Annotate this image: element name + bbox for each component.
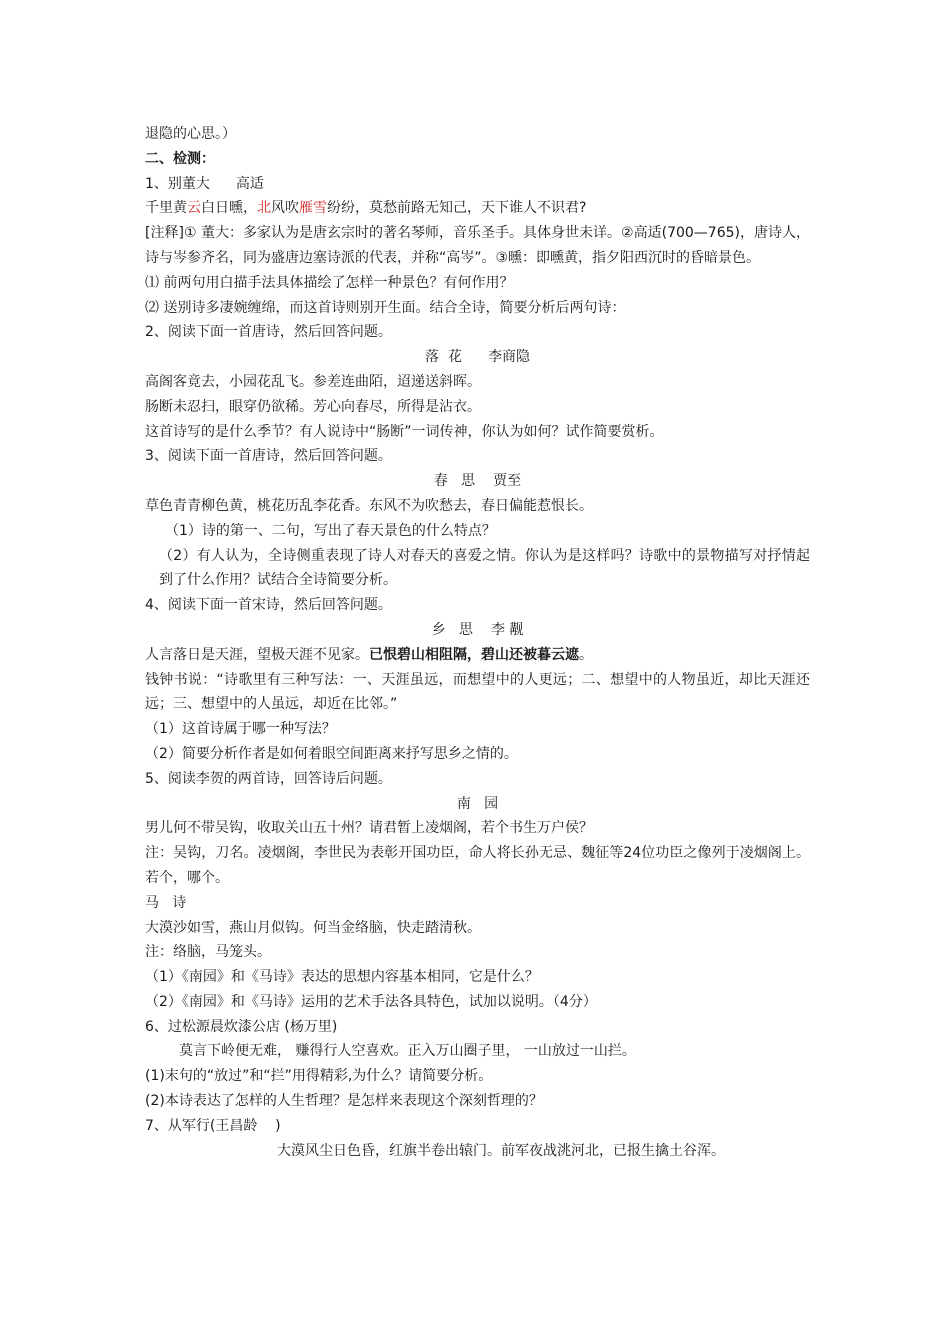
poem-line: 大漠风尘日色昏，红旗半卷出辕门。前军夜战洮河北，已报生擒土谷浑。 [277, 1142, 725, 1159]
poem-title: 乡 思 李 觏 [431, 621, 524, 638]
document-page [145, 122, 810, 1163]
poem-line: 草色青青柳色黄，桃花历乱李花香。东风不为吹愁去，春日偏能惹恨长。 [145, 497, 593, 514]
question: （2）有人认为，全诗侧重表现了诗人对春天的喜爱之情。你认为是这样吗？诗歌中的景物描写对抒情起到了什么作用？试结合全诗简要分析。 [159, 547, 810, 589]
question-title [145, 172, 810, 197]
question-title: 6、过松源晨炊漆公店 (杨万里) [145, 1018, 338, 1035]
annotation: 注：络脑，马笼头。 [145, 944, 271, 961]
poem-number-title: 1、别董大 [145, 175, 210, 192]
question-title: 2、阅读下面一首唐诗，然后回答问题。 [145, 324, 392, 341]
question: （2）《南园》和《马诗》运用的艺术手法各具特色，试加以说明。（4分） [145, 993, 597, 1010]
annotation: [注释]① 董大：多家认为是唐玄宗时的著名琴师，音乐圣手。具体身世未详。②高适(700—765)，唐诗人，诗与岑参齐名，同为盛唐边塞诗派的代表，并称“高岑”。③曛：即曛黄，指夕阳西沉时的昏暗景色。 [145, 225, 810, 266]
poem-title: 落 花 李商隐 [425, 349, 530, 366]
poem-line: 千里黄云白日曛，北风吹雁雪纷纷，莫愁前路无知己，天下谁人不识君? [145, 200, 587, 217]
bold-text: 已恨碧山相阻隔，碧山还被暮云遮 [369, 646, 579, 663]
highlighted-char: 云 [187, 200, 201, 217]
text-line: 退隐的心思。） [145, 126, 236, 142]
question-title: 3、阅读下面一首唐诗，然后回答问题。 [145, 448, 392, 465]
question: ⑵ 送别诗多凄婉缠绵，而这首诗则别开生面。结合全诗，简要分析后两句诗： [145, 299, 626, 316]
poem-title: 南 园 [456, 795, 499, 812]
section-heading: 二、检测： [145, 150, 215, 167]
poem-line: 男儿何不带吴钩，收取关山五十州？请君暂上凌烟阁，若个书生万户侯？ [145, 820, 593, 837]
poem-line: 肠断未忍扫，眼穿仍欲稀。芳心向春尽，所得是沾衣。 [145, 398, 481, 415]
question-title: 5、阅读李贺的两首诗，回答诗后问题。 [145, 770, 392, 787]
question: （2）简要分析作者是如何着眼空间距离来抒写思乡之情的。 [145, 745, 518, 762]
question: 这首诗写的是什么季节？有人说诗中“肠断”一词传神，你认为如何？试作简要赏析。 [145, 423, 664, 440]
poem-line: 高阁客竟去，小园花乱飞。参差连曲陌，迢递送斜晖。 [145, 373, 481, 390]
question: (1)末句的“放过”和“拦”用得精彩,为什么？请简要分析。 [145, 1068, 493, 1085]
highlighted-char: 北 [257, 200, 271, 217]
quotation: 钱钟书说：“诗歌里有三种写法：一、天涯虽远，而想望中的人更远；二、想望中的人物虽近，却比天涯还远；三、想望中的人虽远，却近在比邻。” [145, 671, 810, 713]
poem-line: 人言落日是天涯，望极天涯不见家。已恨碧山相阻隔，碧山还被暮云遮。 [145, 646, 593, 663]
poem-title: 春 思 贾至 [433, 473, 522, 490]
poem-title: 马 诗 [145, 894, 187, 911]
question: (2)本诗表达了怎样的人生哲理？是怎样来表现这个深刻哲理的？ [145, 1093, 543, 1110]
question: （1）诗的第一、二句，写出了春天景色的什么特点？ [165, 522, 496, 539]
poem-line: 大漠沙如雪，燕山月似钩。何当金络脑，快走踏清秋。 [145, 919, 481, 936]
question: （1）这首诗属于哪一种写法？ [145, 721, 336, 738]
question: ⑴ 前两句用白描手法具体描绘了怎样一种景色？有何作用？ [145, 274, 514, 291]
question: （1）《南园》和《马诗》表达的思想内容基本相同，它是什么？ [145, 969, 539, 986]
poem-author: 高适 [235, 175, 264, 192]
question-title: 4、阅读下面一首宋诗，然后回答问题。 [145, 597, 392, 614]
annotation: 注：吴钩，刀名。凌烟阁，李世民为表彰开国功臣，命人将长孙无忌、魏征等24位功臣之像列于凌烟阁上。若个，哪个。 [145, 845, 810, 886]
highlighted-char: 雁雪 [299, 200, 327, 217]
question-title: 7、从军行(王昌龄 ) [145, 1117, 281, 1134]
poem-line: 莫言下岭便无难， 赚得行人空喜欢。正入万山圈子里， 一山放过一山拦。 [179, 1043, 636, 1060]
